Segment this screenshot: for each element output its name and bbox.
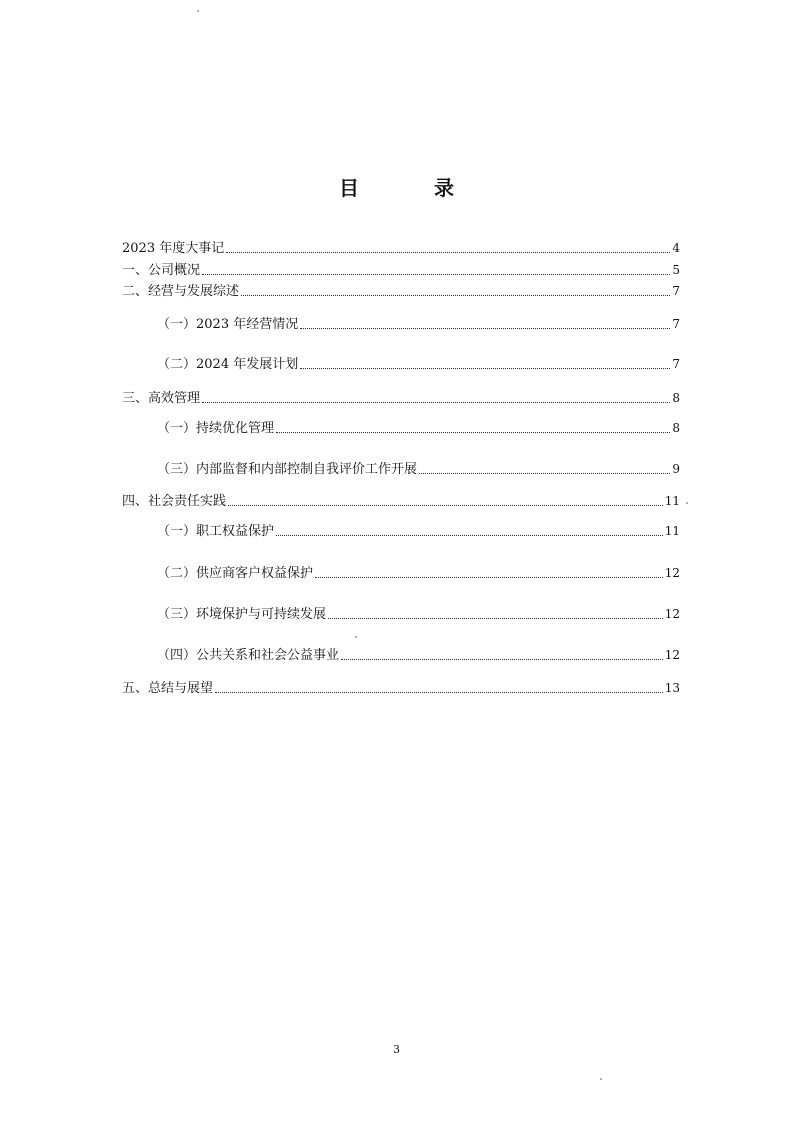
dot-leader	[215, 692, 663, 693]
toc-entry-page: 7	[672, 284, 680, 298]
dot-leader	[315, 577, 663, 578]
toc-entry[interactable]	[157, 606, 680, 622]
toc-entry-page: 8	[672, 391, 680, 405]
toc-entry-label: （一）2023 年经营情况	[157, 317, 299, 332]
toc-entry-label: 二、经营与发展综述	[122, 284, 240, 299]
toc-title: 目 录	[339, 176, 488, 200]
toc-entry-label: （四）公共关系和社会公益事业	[157, 648, 340, 663]
toc-entry[interactable]	[157, 420, 680, 436]
toc-entry-label: （一）持续优化管理	[157, 421, 275, 436]
toc-entry-page: 4	[672, 241, 680, 255]
dot-leader	[300, 328, 670, 329]
dot-leader	[341, 659, 663, 660]
scan-speck	[600, 1078, 602, 1080]
toc-entry-label: 一、公司概况	[122, 263, 201, 278]
scan-speck	[355, 636, 357, 638]
toc-entry-page: 13	[664, 681, 680, 695]
toc-entry[interactable]	[157, 356, 680, 372]
dot-leader	[276, 432, 670, 433]
toc-entry-page: 7	[672, 357, 680, 371]
toc-entry[interactable]	[157, 461, 680, 477]
dot-leader	[226, 252, 670, 253]
toc-entry[interactable]	[157, 523, 680, 539]
toc-entry-label: （二）供应商客户权益保护	[157, 566, 314, 581]
toc-entry[interactable]	[157, 316, 680, 332]
toc-entry[interactable]	[157, 647, 680, 663]
dot-leader	[241, 295, 670, 296]
toc-entry-label: （二）2024 年发展计划	[157, 357, 299, 372]
dot-leader	[228, 505, 663, 506]
toc-entry-page: 8	[672, 421, 680, 435]
dot-leader	[202, 402, 670, 403]
scan-speck	[197, 10, 199, 12]
dot-leader	[276, 535, 663, 536]
toc-entry-page: 12	[664, 607, 680, 621]
scan-speck	[686, 502, 688, 504]
toc-entry[interactable]	[122, 240, 680, 256]
toc-entry-label: （三）环境保护与可持续发展	[157, 607, 327, 622]
toc-entry-label: 2023 年度大事记	[122, 241, 225, 256]
toc-entry[interactable]	[157, 565, 680, 581]
toc-entry-page: 9	[672, 462, 680, 476]
toc-entry-page: 7	[672, 317, 680, 331]
dot-leader	[202, 274, 670, 275]
dot-leader	[300, 368, 670, 369]
dot-leader	[328, 618, 663, 619]
toc-entry-label: （一）职工权益保护	[157, 524, 275, 539]
toc-entry[interactable]	[122, 262, 680, 278]
toc-entry[interactable]	[122, 390, 680, 406]
toc-entry-label: （三）内部监督和内部控制自我评价工作开展	[157, 462, 418, 477]
toc-entry-label: 四、社会责任实践	[122, 494, 227, 509]
toc-entry[interactable]	[122, 493, 680, 509]
toc-entry-page: 11	[664, 524, 680, 538]
toc-entry-page: 12	[664, 648, 680, 662]
toc-entry-page: 11	[664, 494, 680, 508]
toc-entry[interactable]	[122, 283, 680, 299]
toc-entry[interactable]	[122, 680, 680, 696]
page-number: 3	[393, 1043, 400, 1056]
toc-entry-page: 5	[672, 263, 680, 277]
toc-entry-label: 三、高效管理	[122, 391, 201, 406]
dot-leader	[419, 473, 670, 474]
toc-entry-page: 12	[664, 566, 680, 580]
toc-entry-label: 五、总结与展望	[122, 681, 214, 696]
